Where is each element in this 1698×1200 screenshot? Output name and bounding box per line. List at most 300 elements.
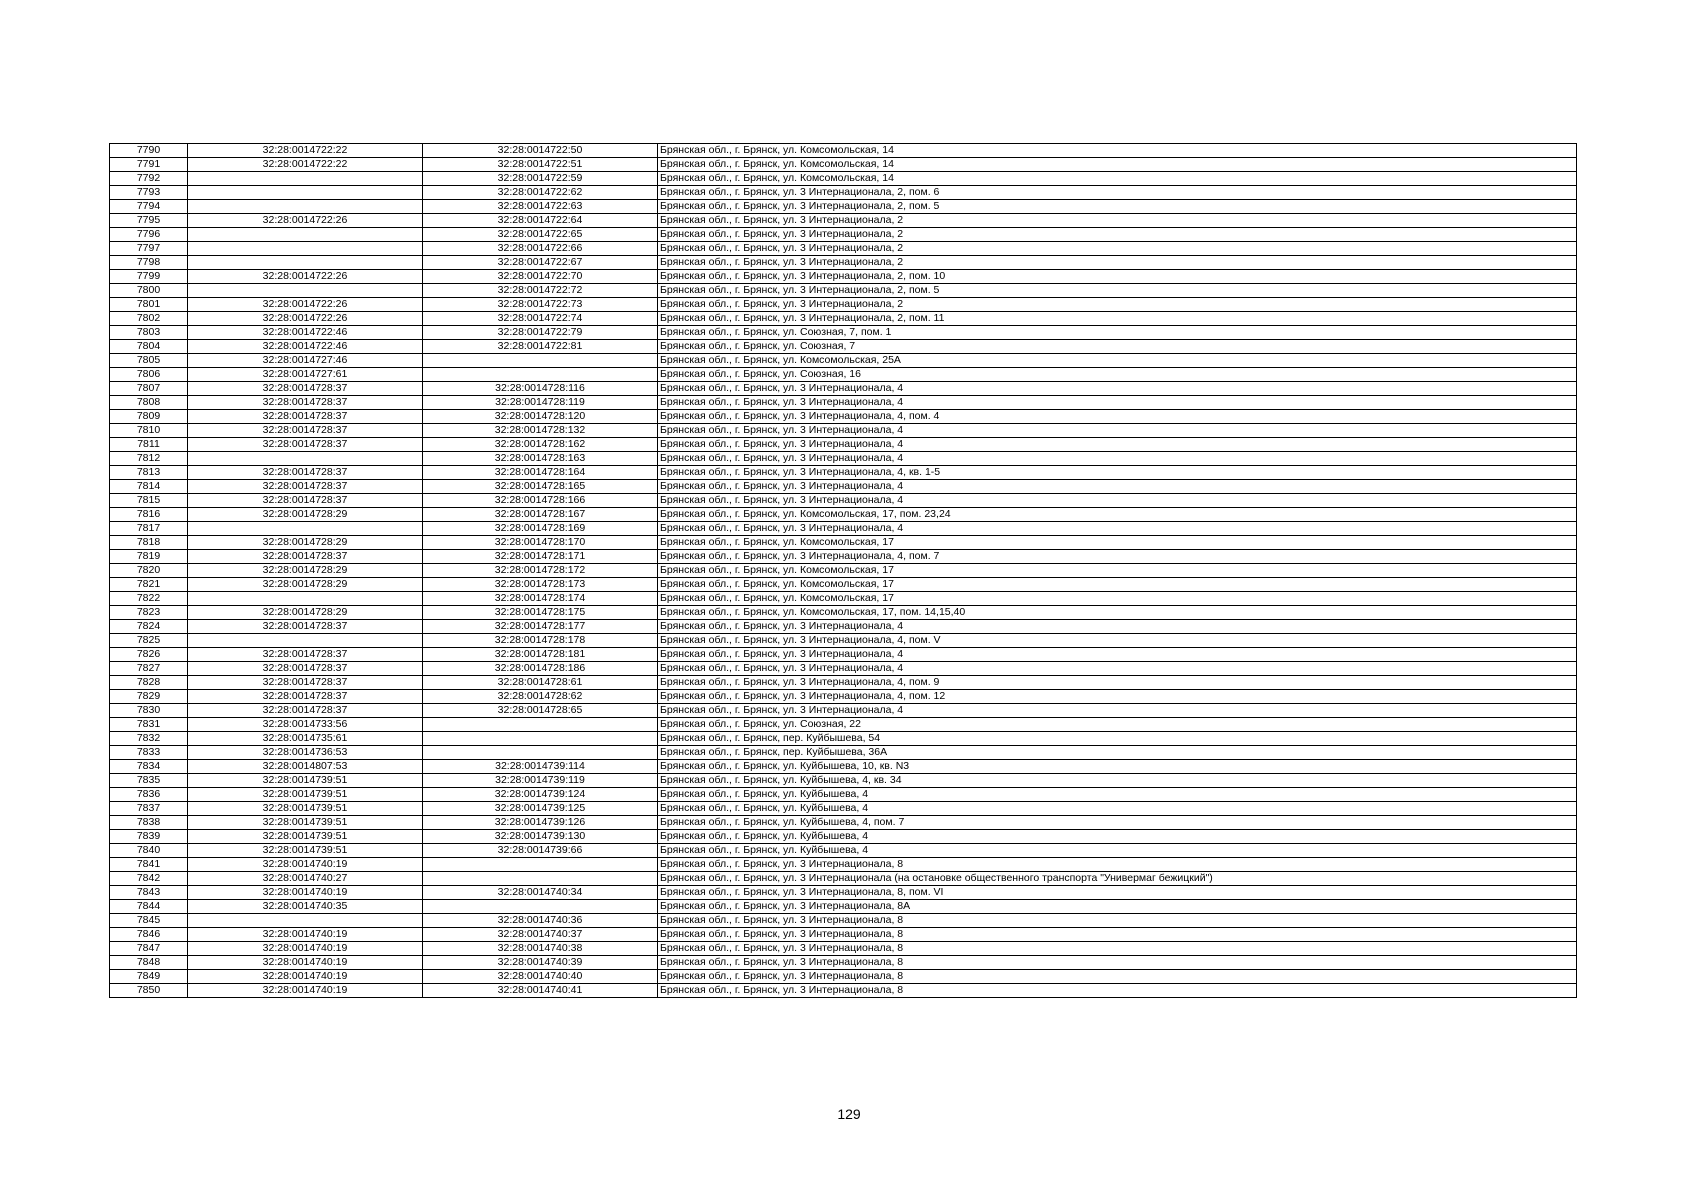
table-row [110, 690, 1577, 704]
address-cell: Брянская обл., г. Брянск, ул. 3 Интернационала, 4, пом. 9 [658, 676, 1577, 690]
object-number-cell: 32:28:0014728:178 [423, 634, 658, 648]
address-cell: Брянская обл., г. Брянск, ул. Союзная, 22 [658, 718, 1577, 732]
object-number-cell: 32:28:0014722:59 [423, 172, 658, 186]
table-row [110, 550, 1577, 564]
row-number-cell: 7843 [110, 886, 188, 900]
table-row [110, 928, 1577, 942]
row-number-cell: 7809 [110, 410, 188, 424]
table-row [110, 480, 1577, 494]
row-number-cell: 7800 [110, 284, 188, 298]
row-number-cell: 7815 [110, 494, 188, 508]
parcel-number-cell [188, 284, 423, 298]
object-number-cell: 32:28:0014722:63 [423, 200, 658, 214]
address-cell: Брянская обл., г. Брянск, ул. Комсомольская, 14 [658, 158, 1577, 172]
row-number-cell: 7796 [110, 228, 188, 242]
row-number-cell: 7818 [110, 536, 188, 550]
parcel-number-cell: 32:28:0014728:37 [188, 480, 423, 494]
table-row [110, 242, 1577, 256]
row-number-cell: 7831 [110, 718, 188, 732]
address-cell: Брянская обл., г. Брянск, пер. Куйбышева, 36А [658, 746, 1577, 760]
object-number-cell [423, 872, 658, 886]
parcel-number-cell [188, 242, 423, 256]
table-row [110, 438, 1577, 452]
object-number-cell: 32:28:0014739:66 [423, 844, 658, 858]
table-row [110, 158, 1577, 172]
address-cell: Брянская обл., г. Брянск, ул. Комсомольская, 14 [658, 144, 1577, 158]
table-row [110, 536, 1577, 550]
address-cell: Брянская обл., г. Брянск, ул. 3 Интернационала, 2 [658, 242, 1577, 256]
parcel-number-cell [188, 200, 423, 214]
parcel-number-cell [188, 186, 423, 200]
address-cell: Брянская обл., г. Брянск, ул. 3 Интернационала, 4 [658, 438, 1577, 452]
address-cell: Брянская обл., г. Брянск, ул. 3 Интернационала, 4 [658, 648, 1577, 662]
object-number-cell: 32:28:0014728:166 [423, 494, 658, 508]
row-number-cell: 7794 [110, 200, 188, 214]
row-number-cell: 7793 [110, 186, 188, 200]
object-number-cell [423, 746, 658, 760]
parcel-number-cell: 32:28:0014728:37 [188, 704, 423, 718]
address-cell: Брянская обл., г. Брянск, ул. 3 Интернационала, 8 [658, 984, 1577, 998]
table-row [110, 872, 1577, 886]
table-row [110, 886, 1577, 900]
address-cell: Брянская обл., г. Брянск, ул. 3 Интернационала, 4 [658, 522, 1577, 536]
parcel-number-cell [188, 522, 423, 536]
parcel-number-cell: 32:28:0014728:37 [188, 620, 423, 634]
address-cell: Брянская обл., г. Брянск, ул. Комсомольская, 17, пом. 14,15,40 [658, 606, 1577, 620]
table-row [110, 410, 1577, 424]
row-number-cell: 7829 [110, 690, 188, 704]
address-cell: Брянская обл., г. Брянск, ул. Союзная, 16 [658, 368, 1577, 382]
object-number-cell: 32:28:0014722:67 [423, 256, 658, 270]
parcel-number-cell: 32:28:0014728:37 [188, 382, 423, 396]
table-row [110, 578, 1577, 592]
table-row [110, 956, 1577, 970]
parcel-number-cell [188, 172, 423, 186]
row-number-cell: 7826 [110, 648, 188, 662]
parcel-number-cell: 32:28:0014728:37 [188, 662, 423, 676]
object-number-cell: 32:28:0014728:169 [423, 522, 658, 536]
table-row [110, 340, 1577, 354]
table-row [110, 368, 1577, 382]
row-number-cell: 7837 [110, 802, 188, 816]
parcel-number-cell [188, 634, 423, 648]
object-number-cell: 32:28:0014722:79 [423, 326, 658, 340]
table-row [110, 466, 1577, 480]
parcel-number-cell: 32:28:0014735:61 [188, 732, 423, 746]
address-cell: Брянская обл., г. Брянск, ул. 3 Интернационала, 4 [658, 480, 1577, 494]
address-cell: Брянская обл., г. Брянск, ул. Комсомольская, 14 [658, 172, 1577, 186]
registry-table-body [110, 144, 1577, 998]
row-number-cell: 7824 [110, 620, 188, 634]
row-number-cell: 7833 [110, 746, 188, 760]
table-row [110, 844, 1577, 858]
parcel-number-cell: 32:28:0014728:29 [188, 564, 423, 578]
parcel-number-cell: 32:28:0014728:37 [188, 438, 423, 452]
parcel-number-cell: 32:28:0014728:37 [188, 396, 423, 410]
object-number-cell: 32:28:0014728:116 [423, 382, 658, 396]
table-row [110, 900, 1577, 914]
address-cell: Брянская обл., г. Брянск, ул. 3 Интернационала, 4 [658, 382, 1577, 396]
address-cell: Брянская обл., г. Брянск, ул. 3 Интернационала, 2 [658, 298, 1577, 312]
parcel-number-cell: 32:28:0014728:37 [188, 690, 423, 704]
address-cell: Брянская обл., г. Брянск, ул. 3 Интернационала, 8 [658, 858, 1577, 872]
parcel-number-cell: 32:28:0014727:61 [188, 368, 423, 382]
address-cell: Брянская обл., г. Брянск, ул. 3 Интернационала, 4 [658, 424, 1577, 438]
parcel-number-cell: 32:28:0014740:19 [188, 984, 423, 998]
parcel-number-cell [188, 228, 423, 242]
row-number-cell: 7806 [110, 368, 188, 382]
table-row [110, 452, 1577, 466]
parcel-number-cell: 32:28:0014722:46 [188, 340, 423, 354]
parcel-number-cell: 32:28:0014740:19 [188, 886, 423, 900]
address-cell: Брянская обл., г. Брянск, ул. Куйбышева, 4 [658, 788, 1577, 802]
object-number-cell: 32:28:0014740:38 [423, 942, 658, 956]
parcel-number-cell: 32:28:0014722:26 [188, 298, 423, 312]
address-cell: Брянская обл., г. Брянск, ул. Комсомольская, 17 [658, 578, 1577, 592]
parcel-number-cell: 32:28:0014739:51 [188, 844, 423, 858]
parcel-number-cell: 32:28:0014740:19 [188, 942, 423, 956]
address-cell: Брянская обл., г. Брянск, ул. 3 Интернационала, 8А [658, 900, 1577, 914]
parcel-number-cell: 32:28:0014728:29 [188, 606, 423, 620]
address-cell: Брянская обл., г. Брянск, ул. 3 Интернационала, 4 [658, 704, 1577, 718]
object-number-cell: 32:28:0014722:73 [423, 298, 658, 312]
address-cell: Брянская обл., г. Брянск, ул. Союзная, 7, пом. 1 [658, 326, 1577, 340]
row-number-cell: 7819 [110, 550, 188, 564]
table-row [110, 676, 1577, 690]
object-number-cell: 32:28:0014728:62 [423, 690, 658, 704]
table-row [110, 942, 1577, 956]
row-number-cell: 7795 [110, 214, 188, 228]
row-number-cell: 7846 [110, 928, 188, 942]
row-number-cell: 7791 [110, 158, 188, 172]
parcel-number-cell: 32:28:0014807:53 [188, 760, 423, 774]
address-cell: Брянская обл., г. Брянск, ул. 3 Интернационала, 2 [658, 228, 1577, 242]
table-row [110, 606, 1577, 620]
row-number-cell: 7790 [110, 144, 188, 158]
object-number-cell: 32:28:0014739:124 [423, 788, 658, 802]
parcel-number-cell: 32:28:0014727:46 [188, 354, 423, 368]
row-number-cell: 7841 [110, 858, 188, 872]
address-cell: Брянская обл., г. Брянск, ул. 3 Интернационала, 4, пом. V [658, 634, 1577, 648]
row-number-cell: 7814 [110, 480, 188, 494]
address-cell: Брянская обл., г. Брянск, ул. 3 Интернационала, 8 [658, 914, 1577, 928]
row-number-cell: 7820 [110, 564, 188, 578]
row-number-cell: 7825 [110, 634, 188, 648]
parcel-number-cell: 32:28:0014722:26 [188, 270, 423, 284]
parcel-number-cell [188, 452, 423, 466]
table-row [110, 732, 1577, 746]
address-cell: Брянская обл., г. Брянск, ул. 3 Интернационала, 4 [658, 396, 1577, 410]
object-number-cell: 32:28:0014722:62 [423, 186, 658, 200]
row-number-cell: 7836 [110, 788, 188, 802]
table-row [110, 298, 1577, 312]
parcel-number-cell: 32:28:0014736:53 [188, 746, 423, 760]
object-number-cell: 32:28:0014728:173 [423, 578, 658, 592]
row-number-cell: 7821 [110, 578, 188, 592]
parcel-number-cell: 32:28:0014740:19 [188, 928, 423, 942]
table-row [110, 816, 1577, 830]
object-number-cell: 32:28:0014722:51 [423, 158, 658, 172]
object-number-cell: 32:28:0014722:65 [423, 228, 658, 242]
address-cell: Брянская обл., г. Брянск, ул. 3 Интернационала, 2 [658, 256, 1577, 270]
table-row [110, 494, 1577, 508]
table-row [110, 984, 1577, 998]
table-row [110, 662, 1577, 676]
registry-table [109, 143, 1577, 998]
object-number-cell: 32:28:0014728:167 [423, 508, 658, 522]
object-number-cell: 32:28:0014722:74 [423, 312, 658, 326]
table-row [110, 522, 1577, 536]
parcel-number-cell: 32:28:0014722:26 [188, 214, 423, 228]
row-number-cell: 7810 [110, 424, 188, 438]
object-number-cell [423, 354, 658, 368]
parcel-number-cell [188, 592, 423, 606]
address-cell: Брянская обл., г. Брянск, ул. 3 Интернационала, 4, пом. 12 [658, 690, 1577, 704]
table-row [110, 382, 1577, 396]
object-number-cell [423, 368, 658, 382]
parcel-number-cell: 32:28:0014739:51 [188, 774, 423, 788]
row-number-cell: 7839 [110, 830, 188, 844]
row-number-cell: 7808 [110, 396, 188, 410]
object-number-cell: 32:28:0014728:177 [423, 620, 658, 634]
table-row [110, 970, 1577, 984]
table-row [110, 354, 1577, 368]
address-cell: Брянская обл., г. Брянск, ул. Куйбышева, 4 [658, 844, 1577, 858]
row-number-cell: 7840 [110, 844, 188, 858]
object-number-cell: 32:28:0014728:120 [423, 410, 658, 424]
table-row [110, 564, 1577, 578]
parcel-number-cell: 32:28:0014728:37 [188, 550, 423, 564]
object-number-cell: 32:28:0014728:162 [423, 438, 658, 452]
object-number-cell: 32:28:0014739:114 [423, 760, 658, 774]
row-number-cell: 7844 [110, 900, 188, 914]
object-number-cell [423, 858, 658, 872]
table-row [110, 186, 1577, 200]
row-number-cell: 7847 [110, 942, 188, 956]
table-row [110, 788, 1577, 802]
parcel-number-cell: 32:28:0014740:35 [188, 900, 423, 914]
table-row [110, 326, 1577, 340]
object-number-cell: 32:28:0014722:72 [423, 284, 658, 298]
table-row [110, 284, 1577, 298]
row-number-cell: 7827 [110, 662, 188, 676]
object-number-cell: 32:28:0014740:39 [423, 956, 658, 970]
parcel-number-cell: 32:28:0014728:37 [188, 676, 423, 690]
object-number-cell: 32:28:0014722:66 [423, 242, 658, 256]
table-row [110, 424, 1577, 438]
object-number-cell: 32:28:0014728:164 [423, 466, 658, 480]
object-number-cell [423, 718, 658, 732]
table-row [110, 200, 1577, 214]
address-cell: Брянская обл., г. Брянск, ул. Куйбышева, 4 [658, 830, 1577, 844]
parcel-number-cell: 32:28:0014728:29 [188, 578, 423, 592]
object-number-cell [423, 732, 658, 746]
parcel-number-cell: 32:28:0014728:29 [188, 536, 423, 550]
address-cell: Брянская обл., г. Брянск, ул. 3 Интернационала, 4 [658, 662, 1577, 676]
object-number-cell: 32:28:0014740:34 [423, 886, 658, 900]
object-number-cell: 32:28:0014739:125 [423, 802, 658, 816]
parcel-number-cell: 32:28:0014728:37 [188, 424, 423, 438]
parcel-number-cell: 32:28:0014728:37 [188, 494, 423, 508]
table-row [110, 592, 1577, 606]
object-number-cell: 32:28:0014728:181 [423, 648, 658, 662]
row-number-cell: 7834 [110, 760, 188, 774]
address-cell: Брянская обл., г. Брянск, ул. Куйбышева, 10, кв. N3 [658, 760, 1577, 774]
parcel-number-cell: 32:28:0014728:37 [188, 466, 423, 480]
address-cell: Брянская обл., г. Брянск, ул. 3 Интернационала, 4 [658, 620, 1577, 634]
address-cell: Брянская обл., г. Брянск, ул. 3 Интернационала, 8, пом. VI [658, 886, 1577, 900]
row-number-cell: 7850 [110, 984, 188, 998]
object-number-cell: 32:28:0014722:50 [423, 144, 658, 158]
object-number-cell: 32:28:0014722:70 [423, 270, 658, 284]
object-number-cell: 32:28:0014728:165 [423, 480, 658, 494]
parcel-number-cell: 32:28:0014740:19 [188, 956, 423, 970]
address-cell: Брянская обл., г. Брянск, ул. 3 Интернационала, 2, пом. 6 [658, 186, 1577, 200]
table-row [110, 270, 1577, 284]
parcel-number-cell [188, 914, 423, 928]
address-cell: Брянская обл., г. Брянск, ул. Комсомольская, 17, пом. 23,24 [658, 508, 1577, 522]
parcel-number-cell: 32:28:0014728:29 [188, 508, 423, 522]
object-number-cell: 32:28:0014739:126 [423, 816, 658, 830]
parcel-number-cell: 32:28:0014722:22 [188, 144, 423, 158]
row-number-cell: 7835 [110, 774, 188, 788]
object-number-cell: 32:28:0014728:171 [423, 550, 658, 564]
table-row [110, 312, 1577, 326]
object-number-cell: 32:28:0014739:130 [423, 830, 658, 844]
parcel-number-cell: 32:28:0014728:37 [188, 648, 423, 662]
address-cell: Брянская обл., г. Брянск, ул. 3 Интернационала, 8 [658, 942, 1577, 956]
address-cell: Брянская обл., г. Брянск, ул. 3 Интернационала, 4, пом. 4 [658, 410, 1577, 424]
row-number-cell: 7811 [110, 438, 188, 452]
row-number-cell: 7797 [110, 242, 188, 256]
address-cell: Брянская обл., г. Брянск, ул. 3 Интернационала, 4 [658, 494, 1577, 508]
address-cell: Брянская обл., г. Брянск, ул. Комсомольская, 17 [658, 564, 1577, 578]
table-row [110, 746, 1577, 760]
parcel-number-cell: 32:28:0014739:51 [188, 830, 423, 844]
row-number-cell: 7799 [110, 270, 188, 284]
parcel-number-cell: 32:28:0014739:51 [188, 788, 423, 802]
object-number-cell: 32:28:0014728:186 [423, 662, 658, 676]
address-cell: Брянская обл., г. Брянск, ул. Куйбышева, 4 [658, 802, 1577, 816]
row-number-cell: 7822 [110, 592, 188, 606]
object-number-cell: 32:28:0014728:170 [423, 536, 658, 550]
object-number-cell: 32:28:0014728:172 [423, 564, 658, 578]
object-number-cell: 32:28:0014722:81 [423, 340, 658, 354]
row-number-cell: 7828 [110, 676, 188, 690]
row-number-cell: 7832 [110, 732, 188, 746]
table-row [110, 858, 1577, 872]
parcel-number-cell: 32:28:0014740:27 [188, 872, 423, 886]
table-row [110, 774, 1577, 788]
address-cell: Брянская обл., г. Брянск, ул. Союзная, 7 [658, 340, 1577, 354]
object-number-cell: 32:28:0014728:65 [423, 704, 658, 718]
table-row [110, 256, 1577, 270]
address-cell: Брянская обл., г. Брянск, ул. 3 Интернационала, 8 [658, 956, 1577, 970]
address-cell: Брянская обл., г. Брянск, ул. 3 Интернационала, 8 [658, 970, 1577, 984]
row-number-cell: 7838 [110, 816, 188, 830]
parcel-number-cell [188, 256, 423, 270]
row-number-cell: 7807 [110, 382, 188, 396]
address-cell: Брянская обл., г. Брянск, ул. 3 Интернационала, 2 [658, 214, 1577, 228]
table-row [110, 634, 1577, 648]
table-row [110, 802, 1577, 816]
row-number-cell: 7842 [110, 872, 188, 886]
address-cell: Брянская обл., г. Брянск, ул. 3 Интернационала, 4, кв. 1-5 [658, 466, 1577, 480]
address-cell: Брянская обл., г. Брянск, ул. 3 Интернационала, 2, пом. 5 [658, 284, 1577, 298]
page-number: 129 [837, 1106, 861, 1122]
row-number-cell: 7812 [110, 452, 188, 466]
row-number-cell: 7817 [110, 522, 188, 536]
object-number-cell: 32:28:0014728:175 [423, 606, 658, 620]
parcel-number-cell: 32:28:0014733:56 [188, 718, 423, 732]
object-number-cell: 32:28:0014739:119 [423, 774, 658, 788]
row-number-cell: 7848 [110, 956, 188, 970]
table-row [110, 172, 1577, 186]
table-row [110, 396, 1577, 410]
parcel-number-cell: 32:28:0014739:51 [188, 802, 423, 816]
table-row [110, 718, 1577, 732]
table-row [110, 508, 1577, 522]
address-cell: Брянская обл., г. Брянск, ул. 3 Интернационала, 8 [658, 928, 1577, 942]
object-number-cell: 32:28:0014728:174 [423, 592, 658, 606]
table-row [110, 144, 1577, 158]
parcel-number-cell: 32:28:0014728:37 [188, 410, 423, 424]
object-number-cell: 32:28:0014740:37 [423, 928, 658, 942]
address-cell: Брянская обл., г. Брянск, ул. 3 Интернационала (на остановке общественного транспорта "Универмаг бежицкий") [658, 872, 1577, 886]
table-row [110, 830, 1577, 844]
row-number-cell: 7830 [110, 704, 188, 718]
table-row [110, 620, 1577, 634]
parcel-number-cell: 32:28:0014740:19 [188, 970, 423, 984]
table-row [110, 760, 1577, 774]
address-cell: Брянская обл., г. Брянск, ул. Комсомольская, 25А [658, 354, 1577, 368]
row-number-cell: 7849 [110, 970, 188, 984]
row-number-cell: 7801 [110, 298, 188, 312]
address-cell: Брянская обл., г. Брянск, ул. 3 Интернационала, 2, пом. 5 [658, 200, 1577, 214]
address-cell: Брянская обл., г. Брянск, ул. 3 Интернационала, 2, пом. 10 [658, 270, 1577, 284]
object-number-cell: 32:28:0014722:64 [423, 214, 658, 228]
table-row [110, 914, 1577, 928]
object-number-cell: 32:28:0014728:61 [423, 676, 658, 690]
object-number-cell: 32:28:0014740:40 [423, 970, 658, 984]
parcel-number-cell: 32:28:0014722:26 [188, 312, 423, 326]
table-row [110, 704, 1577, 718]
parcel-number-cell: 32:28:0014722:22 [188, 158, 423, 172]
address-cell: Брянская обл., г. Брянск, ул. 3 Интернационала, 4 [658, 452, 1577, 466]
object-number-cell: 32:28:0014740:36 [423, 914, 658, 928]
row-number-cell: 7823 [110, 606, 188, 620]
object-number-cell [423, 900, 658, 914]
row-number-cell: 7803 [110, 326, 188, 340]
address-cell: Брянская обл., г. Брянск, ул. 3 Интернационала, 4, пом. 7 [658, 550, 1577, 564]
address-cell: Брянская обл., г. Брянск, пер. Куйбышева, 54 [658, 732, 1577, 746]
address-cell: Брянская обл., г. Брянск, ул. Куйбышева, 4, пом. 7 [658, 816, 1577, 830]
object-number-cell: 32:28:0014728:119 [423, 396, 658, 410]
address-cell: Брянская обл., г. Брянск, ул. 3 Интернационала, 2, пом. 11 [658, 312, 1577, 326]
table-row [110, 228, 1577, 242]
parcel-number-cell: 32:28:0014722:46 [188, 326, 423, 340]
row-number-cell: 7798 [110, 256, 188, 270]
row-number-cell: 7804 [110, 340, 188, 354]
address-cell: Брянская обл., г. Брянск, ул. Куйбышева, 4, кв. 34 [658, 774, 1577, 788]
row-number-cell: 7792 [110, 172, 188, 186]
object-number-cell: 32:28:0014728:163 [423, 452, 658, 466]
parcel-number-cell: 32:28:0014739:51 [188, 816, 423, 830]
address-cell: Брянская обл., г. Брянск, ул. Комсомольская, 17 [658, 592, 1577, 606]
row-number-cell: 7802 [110, 312, 188, 326]
table-row [110, 214, 1577, 228]
row-number-cell: 7816 [110, 508, 188, 522]
